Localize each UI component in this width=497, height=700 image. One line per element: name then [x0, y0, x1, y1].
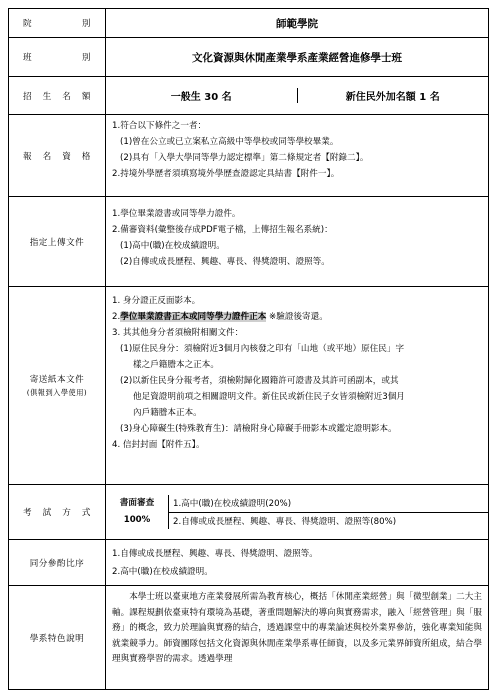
- label-exam-char-1: 考: [23, 508, 33, 518]
- upload-line-3: (1)高中(職)在校成績證明。: [120, 241, 225, 251]
- mail-line-6: (3)身心障礙生(特殊教育生)：請檢附身心障礙手冊影本或鑑定證明影本。: [120, 424, 397, 434]
- college-value: 師範學院: [106, 9, 489, 38]
- exam-percent: 100%: [123, 515, 151, 525]
- upload-line-4: (2)自傳或成長歷程、興趣、專長、得獎證明、證照等。: [120, 257, 330, 267]
- eligibility-line-1: 1.符合以下條件之一者：: [112, 121, 207, 131]
- mail-line-5b: 他足資證明前項之相關證明文件。新住民或新住民子女皆須檢附近3個月: [133, 392, 405, 402]
- label-eligibility: [9, 115, 106, 197]
- label-quota-char-4: 額: [81, 91, 91, 102]
- row-features: [9, 586, 489, 690]
- mail-line-4a: (1)原住民身分：須檢附近3個月內核發之印有「山地（或平地）原住民」字: [120, 344, 405, 354]
- eligibility-line-4: 2.持境外學歷者須填寫境外學歷查證認定具結書【附件一】。: [112, 169, 340, 179]
- exam-inner: [106, 495, 488, 529]
- label-mail-main: 寄送紙本文件: [29, 375, 85, 385]
- label-mail-sub: (俱報到入學使用): [26, 388, 88, 397]
- eligibility-line-3: (2)具有「入學大學同等學力認定標準」第二條規定者【附錄二】。: [120, 153, 369, 163]
- label-college-char-1: 院: [23, 19, 33, 29]
- tiebreak-content: [106, 540, 489, 586]
- mail-content: [106, 287, 489, 485]
- label-college: [9, 9, 106, 38]
- label-eligibility-char-4: 格: [81, 151, 91, 162]
- row-eligibility: [9, 115, 489, 197]
- label-exam-char-2: 試: [42, 508, 52, 518]
- mail-line-2: [112, 309, 482, 325]
- label-exam-char-3: 方: [62, 508, 72, 518]
- quota-cell: [106, 77, 489, 115]
- program-value: 文化資源與休閒產業學系產業經營進修學士班: [106, 38, 489, 77]
- label-quota-char-3: 名: [62, 91, 72, 102]
- row-upload: [9, 197, 489, 287]
- exam-method-cell: [106, 495, 169, 529]
- label-quota: [9, 77, 106, 115]
- mail-line-5a: (2)以新住民身分報考者，須檢附歸化國籍許可證書及其許可函副本，或其: [120, 376, 399, 386]
- label-quota-char-1: 招: [23, 91, 33, 102]
- mail-line-2-prefix: 2.: [112, 312, 121, 322]
- row-quota: [9, 77, 489, 115]
- eligibility-line-2: (1)曾在公立或已立案私立高級中等學校或同等學校畢業。: [120, 137, 339, 147]
- tiebreak-line-2: 2.高中(職)在校成績證明。: [112, 567, 213, 577]
- label-quota-char-2: 生: [42, 91, 52, 102]
- mail-line-7: 4. 信封封面【附件五】。: [112, 440, 205, 450]
- exam-item-1: 1.高中(職)在校成績證明(20%): [169, 495, 489, 512]
- label-program-char-1: 班: [23, 53, 33, 63]
- mail-highlight: 學位畢業證書正本或同等學力證件正本: [120, 312, 267, 322]
- row-college: [9, 9, 489, 38]
- mail-line-5c: 內戶籍謄本正本。: [133, 408, 202, 418]
- quota-general: 一般生 30 名: [106, 88, 297, 103]
- upload-content: [106, 197, 489, 287]
- exam-item-2: 2.自傳或成長歷程、興趣、專長、得獎證明、證照等(80%): [173, 516, 397, 527]
- label-features: 學系特色說明: [9, 586, 106, 690]
- row-program: [9, 38, 489, 77]
- label-tiebreak: 同分參酌比序: [9, 540, 106, 586]
- label-eligibility-char-2: 名: [42, 151, 52, 162]
- mail-line-1: 1. 身分證正反面影本。: [112, 296, 201, 306]
- exam-method: 書面審查: [119, 498, 155, 508]
- label-upload: 指定上傳文件: [9, 197, 106, 287]
- row-mail: [9, 287, 489, 485]
- label-exam-char-4: 式: [81, 508, 91, 518]
- features-text: 本學士班以臺東地方產業發展所需為教育核心，概括「休閒產業經營」與「微型創業」二大主軸。課程規劃依臺東特有環境為基礎，著重問題解決的導向與實務需求，融入「經營管理」與「服務」的概念，致力於理論與實務的結合，透過課堂中的專業論述與校外業界參訪，強化專業知能與就業競爭力。師資團隊包括文化資源與休閒產業學系專任師資，以及多元業界師資所組成，結合學理與實務學習的需求。透過學理: [112, 592, 482, 664]
- upload-line-1: 1.學位畢業證書或同等學力證件。: [112, 209, 241, 219]
- mail-line-2-note: ※驗證後寄還。: [269, 312, 328, 322]
- label-mail: [9, 287, 106, 485]
- admission-table: [8, 8, 489, 690]
- features-content: [106, 586, 489, 690]
- label-exam: [9, 485, 106, 540]
- label-program-char-2: 別: [81, 53, 91, 63]
- quota-inner: [106, 88, 488, 103]
- quota-new-resident: 新住民外加名額 1 名: [345, 92, 440, 103]
- row-exam: [9, 485, 489, 540]
- label-program: [9, 38, 106, 77]
- upload-line-2: 2.備審資料(彙整後存成PDF電子檔，上傳招生報名系統)：: [112, 225, 333, 235]
- row-tiebreak: [9, 540, 489, 586]
- tiebreak-line-1: 1.自傳或成長歷程、興趣、專長、得獎證明、證照等。: [112, 549, 318, 559]
- exam-cell: [106, 485, 489, 540]
- mail-line-4b: 樣之戶籍謄本之正本。: [133, 360, 219, 370]
- label-college-char-2: 別: [81, 19, 91, 29]
- label-eligibility-char-3: 資: [62, 151, 72, 162]
- label-eligibility-char-1: 報: [23, 151, 33, 162]
- mail-line-3: 3. 其其他身分者須檢附相關文件：: [112, 328, 244, 338]
- eligibility-content: [106, 115, 489, 197]
